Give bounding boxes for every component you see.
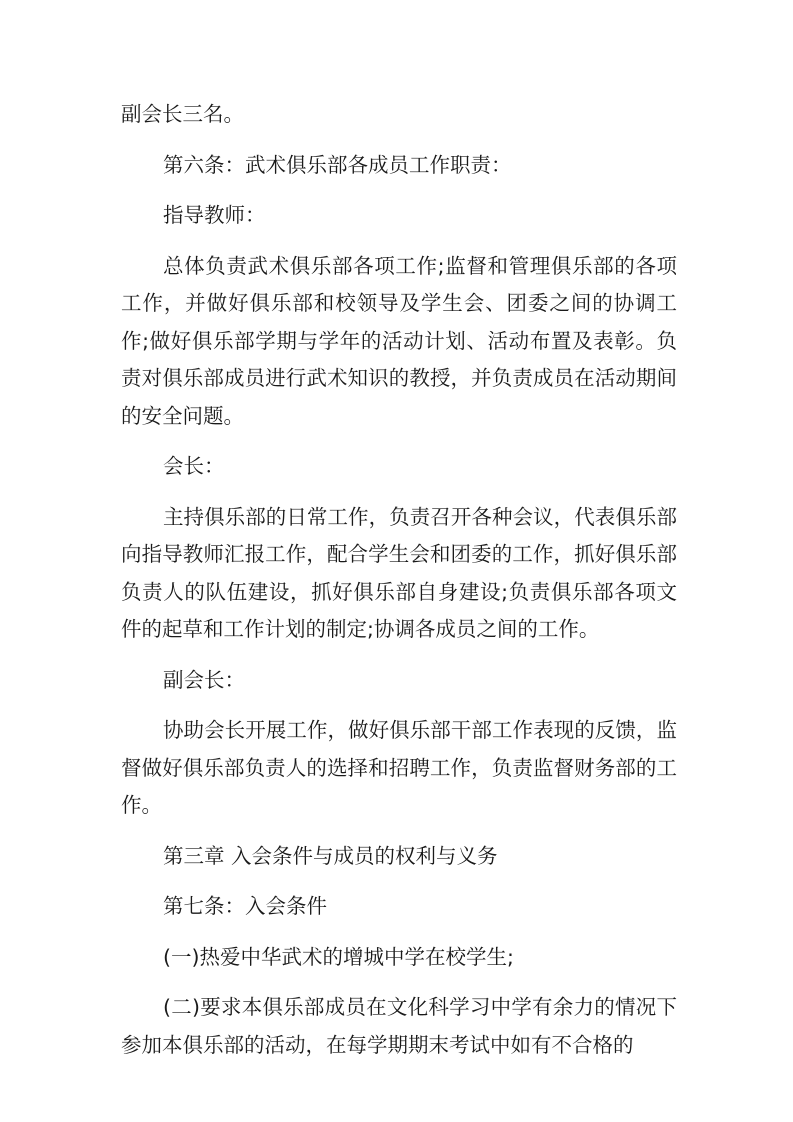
paragraph-article-7-heading: 第七条：入会条件 (163, 894, 327, 918)
paragraph-vice-president-count: 副会长三名。 (121, 102, 244, 126)
paragraph-vice-president-duties: 协助会长开展工作，做好俱乐部干部工作表现的反馈，监督做好俱乐部负责人的选择和招聘工作，负责监督财务部的工作。 (121, 718, 677, 817)
document-body (121, 96, 677, 1064)
paragraph-condition-2: (二)要求本俱乐部成员在文化科学习中学有余力的情况下参加本俱乐部的活动，在每学期期末考试中如有不合格的 (121, 995, 677, 1057)
paragraph-chapter-3-heading: 第三章 入会条件与成员的权利与义务 (163, 843, 498, 868)
paragraph-president-duties: 主持俱乐部的日常工作，负责召开各种会议，代表俱乐部向指导教师汇报工作，配合学生会和团委的工作，抓好俱乐部负责人的队伍建设，抓好俱乐部自身建设;负责俱乐部各项文件的起草和工作计划的制定;协调各成员之间的工作。 (121, 504, 677, 641)
paragraph-advisor-heading: 指导教师： (163, 203, 266, 227)
paragraph-president-heading: 会长： (163, 454, 225, 478)
paragraph-vice-president-heading: 副会长： (163, 667, 245, 692)
paragraph-article-6-heading: 第六条：武术俱乐部各成员工作职责： (163, 152, 512, 177)
paragraph-advisor-duties: 总体负责武术俱乐部各项工作;监督和管理俱乐部的各项工作，并做好俱乐部和校领导及学生会、团委之间的协调工作;做好俱乐部学期与学年的活动计划、活动布置及表彰。负责对俱乐部成员进行武术知识的教授，并负责成员在活动期间的安全问题。 (121, 253, 677, 428)
paragraph-condition-1: (一)热爱中华武术的增城中学在校学生; (163, 944, 514, 969)
